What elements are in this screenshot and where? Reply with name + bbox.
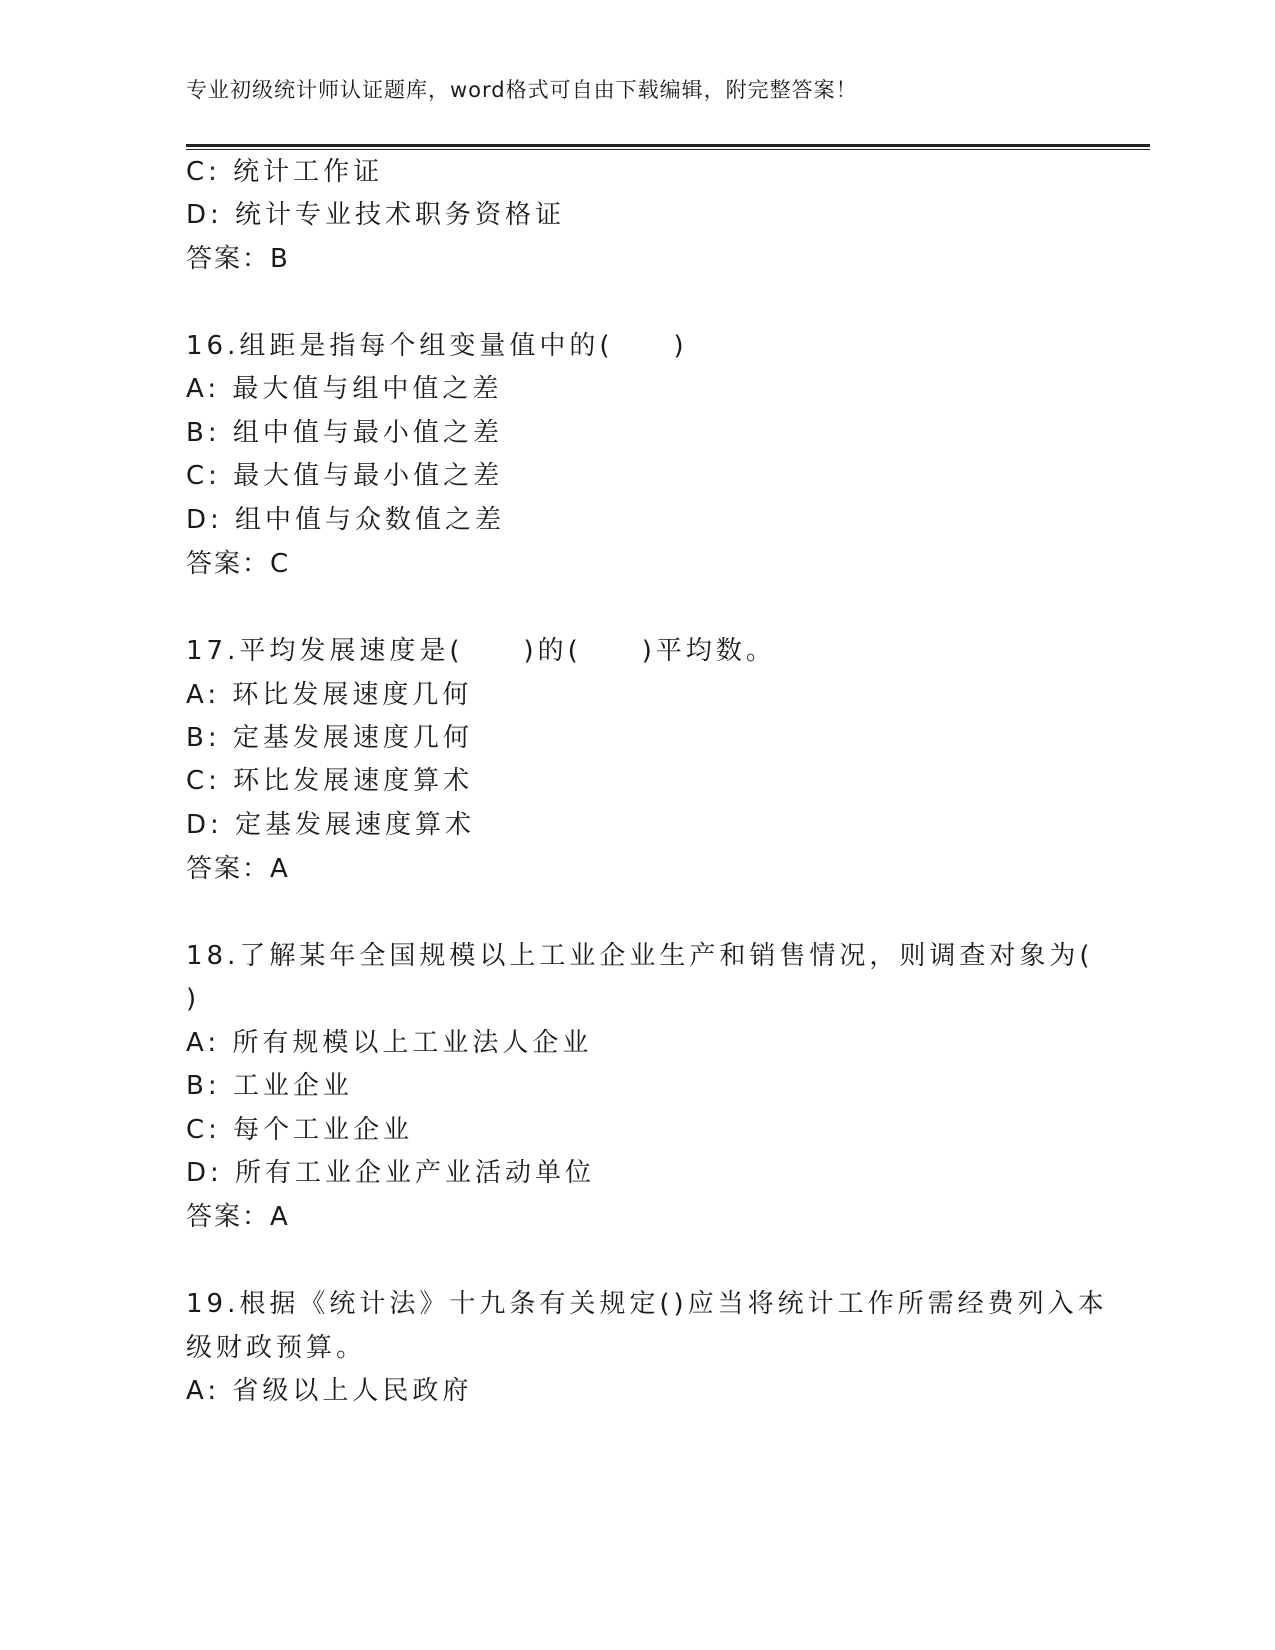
q19-option-a: A: 省级以上人民政府: [186, 1376, 473, 1406]
q18-answer: 答案：A: [186, 1202, 290, 1232]
q16-option-d: D: 组中值与众数值之差: [186, 505, 506, 535]
q16-answer: 答案：C: [186, 549, 291, 579]
q19-stem-line1: 19.根据《统计法》十九条有关规定()应当将统计工作所需经费列入本: [186, 1289, 1108, 1319]
q16-option-a: A: 最大值与组中值之差: [186, 374, 503, 404]
q18-option-d: D: 所有工业企业产业活动单位: [186, 1158, 596, 1188]
q16-option-c: C: 最大值与最小值之差: [186, 461, 504, 491]
q18-option-b: B: 工业企业: [186, 1071, 353, 1101]
q15-answer: 答案：B: [186, 244, 290, 274]
q18-option-a: A: 所有规模以上工业法人企业: [186, 1028, 593, 1058]
q18-stem-line2: ): [186, 984, 201, 1014]
q16-stem: 16.组距是指每个组变量值中的( ): [186, 331, 688, 361]
q15-option-d: D: 统计专业技术职务资格证: [186, 200, 566, 230]
q17-option-b: B: 定基发展速度几何: [186, 723, 473, 753]
q16-option-b: B: 组中值与最小值之差: [186, 418, 503, 448]
q18-option-c: C: 每个工业企业: [186, 1115, 414, 1145]
q17-option-c: C: 环比发展速度算术: [186, 766, 474, 796]
q17-answer: 答案：A: [186, 854, 290, 884]
q17-option-a: A: 环比发展速度几何: [186, 680, 473, 710]
page-header: 专业初级统计师认证题库，word格式可自由下载编辑，附完整答案！: [186, 78, 858, 102]
q15-option-c: C: 统计工作证: [186, 157, 384, 187]
q18-stem-line1: 18.了解某年全国规模以上工业企业生产和销售情况，则调查对象为(: [186, 941, 1094, 971]
header-rule: [186, 144, 1150, 150]
q17-stem: 17.平均发展速度是( )的( )平均数。: [186, 636, 776, 666]
q19-stem-line2: 级财政预算。: [186, 1333, 367, 1363]
q17-option-d: D: 定基发展速度算术: [186, 810, 476, 840]
